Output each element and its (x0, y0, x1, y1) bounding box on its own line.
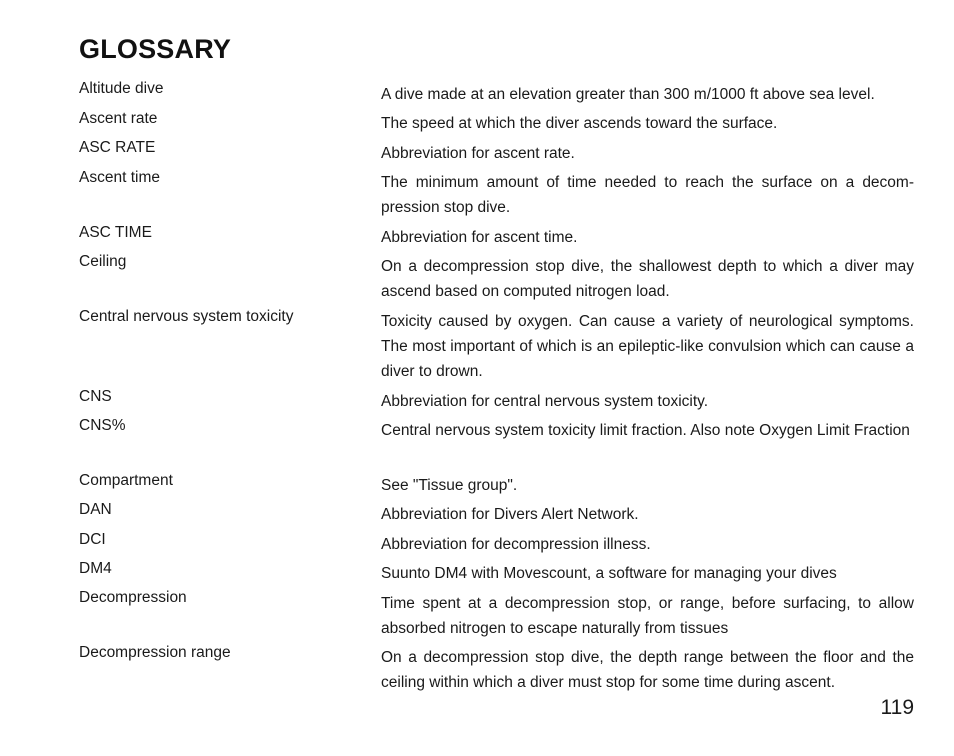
glossary-term: Decompression (79, 589, 187, 606)
glossary-definition: Abbreviation for Divers Alert Network. (381, 506, 639, 523)
glossary-term: Ascent time (79, 169, 160, 186)
glossary-term: Decompression range (79, 644, 231, 661)
glossary-term: ASC TIME (79, 224, 152, 241)
glossary-term: CNS (79, 388, 112, 405)
glossary-term: Central nervous system toxicity (79, 308, 294, 325)
glossary-term: ASC RATE (79, 139, 156, 156)
glossary-definition: Abbreviation for central nervous system toxicity. (381, 393, 709, 410)
glossary-term: Ascent rate (79, 110, 158, 127)
glossary-definition: Abbreviation for decompression illness. (381, 536, 651, 553)
page-number: 119 (880, 696, 914, 719)
glossary-definition: On a decompression stop dive, the shallowest depth to which a diver may ascend based on computed nitrogen load. (381, 258, 914, 300)
glossary-definition: Time spent at a decompression stop, or range, before surfacing, to allow absorbed nitrogen to escape naturally from tissues (381, 595, 914, 637)
glossary-definition: A dive made at an elevation greater than 300 m/1000 ft above sea level. (381, 86, 875, 103)
glossary-definition: The minimum amount of time needed to reach the surface on a decom-pression stop dive. (381, 174, 914, 216)
glossary-definition: The speed at which the diver ascends toward the surface. (381, 115, 778, 132)
glossary-term: Ceiling (79, 253, 127, 270)
glossary-definition: On a decompression stop dive, the depth range between the floor and the ceiling within which a diver must stop for some time during ascent. (381, 649, 914, 691)
page-title: GLOSSARY (79, 34, 232, 64)
glossary-term: DCI (79, 531, 106, 548)
glossary-term: DAN (79, 501, 112, 518)
glossary-definition: Abbreviation for ascent time. (381, 229, 578, 246)
glossary-definition: Suunto DM4 with Movescount, a software for managing your dives (381, 565, 837, 582)
glossary-definition: Central nervous system toxicity limit fraction. Also note Oxygen Limit Fraction (381, 422, 910, 439)
glossary-definition: Abbreviation for ascent rate. (381, 145, 575, 162)
glossary-term: Altitude dive (79, 80, 164, 97)
glossary-term: CNS% (79, 417, 126, 434)
glossary-definition: See "Tissue group". (381, 477, 518, 494)
glossary-definition: Toxicity caused by oxygen. Can cause a variety of neurological symptoms. The most important of which is an epileptic-like convulsion which can cause a diver to drown. (381, 313, 914, 380)
glossary-term: DM4 (79, 560, 112, 577)
glossary-term: Compartment (79, 472, 173, 489)
